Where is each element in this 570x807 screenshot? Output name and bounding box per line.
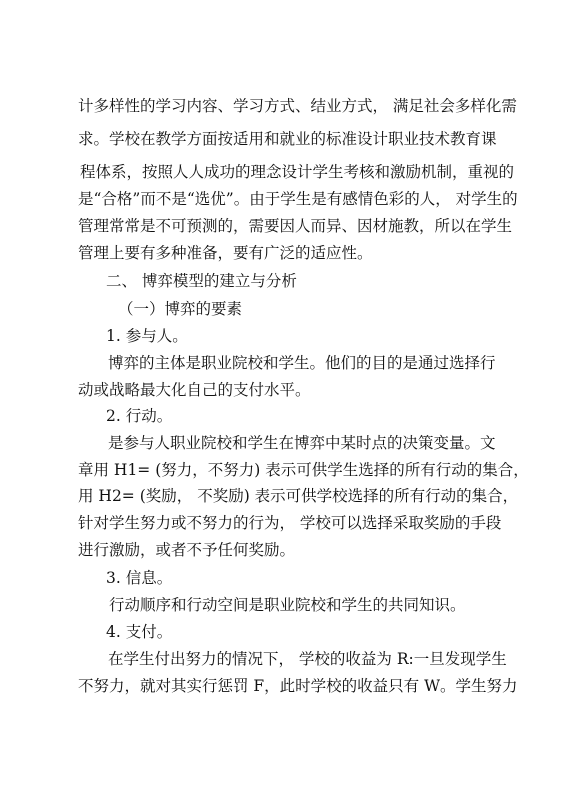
body-text-line: 不努力，就对其实行惩罚 F，此时学校的收益只有 W。学生努力 [78, 677, 518, 695]
body-text-line: 是“合格”而不是“选优”。由于学生是有感情色彩的人， 对学生的 [78, 190, 518, 208]
body-text-line: 用 H2= (奖励， 不奖励) 表示可供学校选择的所有行动的集合， [78, 487, 519, 505]
section-heading: 二、 博弈模型的建立与分析 [106, 272, 297, 290]
body-text-line: 动或战略最大化自己的支付水平。 [78, 381, 311, 399]
item-heading: 4. 支付。 [106, 623, 173, 641]
body-text-line: 计多样性的学习内容、学习方式、结业方式， 满足社会多样化需 [78, 97, 517, 115]
body-text-line: 管理上要有多种准备，要有广泛的适应性。 [78, 244, 373, 262]
body-text-line: 进行激励，或者不予任何奖励。 [78, 541, 296, 559]
item-heading: 1. 参与人。 [106, 327, 188, 345]
body-text-line: 在学生付出努力的情况下， 学校的收益为 R:一旦发现学生 [108, 650, 507, 668]
subsection-heading: （一）博弈的要素 [118, 300, 243, 318]
body-text-line: 章用 H1= (努力，不努力) 表示可供学生选择的所有行动的集合， [78, 461, 529, 479]
body-text-line: 程体系，按照人人成功的理念设计学生考核和激励机制，重视的 [80, 163, 515, 181]
body-text-line: 行动顺序和行动空间是职业院校和学生的共同知识。 [109, 596, 466, 614]
body-text-line: 管理常常是不可预测的，需要因人而异、因材施教，所以在学生 [78, 217, 513, 235]
item-heading: 3. 信息。 [106, 569, 173, 587]
body-text-line: 是参与人职业院校和学生在博弈中某时点的决策变量。文 [108, 434, 496, 452]
body-text-line: 求。学校在教学方面按适用和就业的标准设计职业技术教育课 [78, 130, 497, 148]
item-heading: 2. 行动。 [106, 407, 173, 425]
body-text-line: 博弈的主体是职业院校和学生。他们的目的是通过选择行 [108, 354, 496, 372]
body-text-line: 针对学生努力或不努力的行为， 学校可以选择采取奖励的手段 [78, 514, 502, 532]
